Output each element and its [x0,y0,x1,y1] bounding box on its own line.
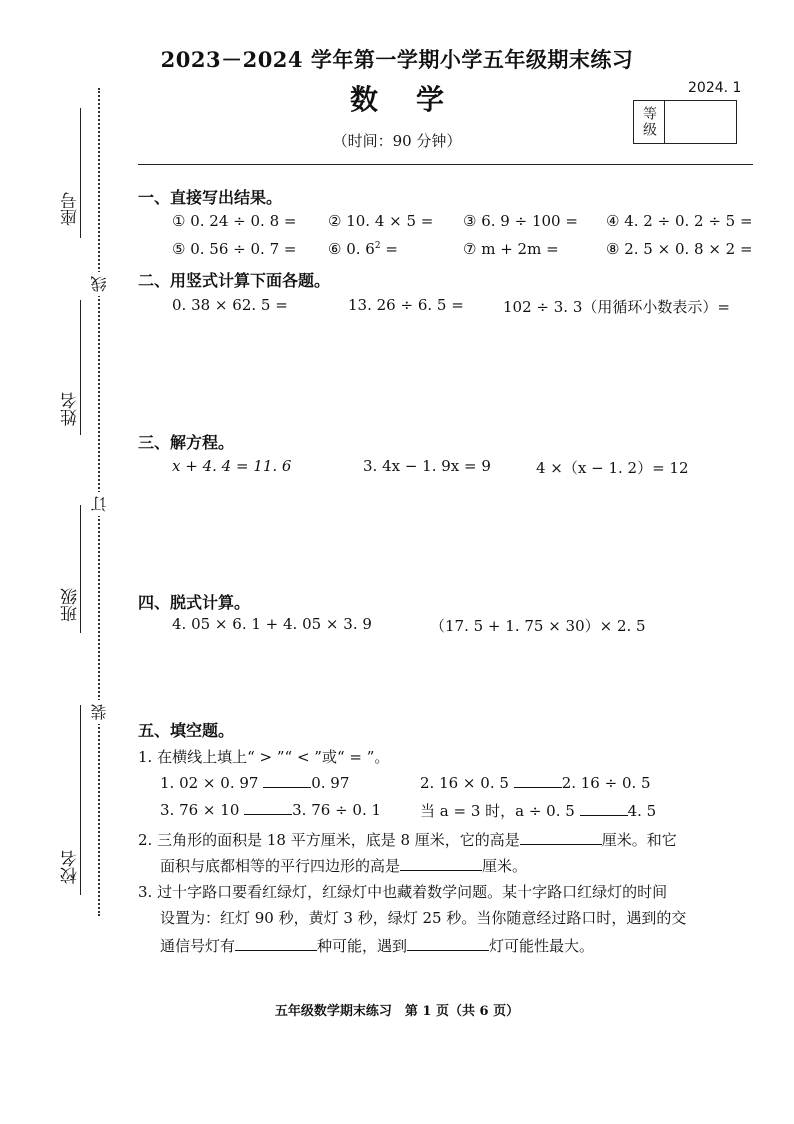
section3-heading: 三、解方程。 [138,433,235,452]
fill-q1-d-blank[interactable] [580,801,628,816]
class-field[interactable] [80,505,81,633]
section1-item-2: ② 10. 4 × 5 = [328,212,434,230]
section3-item-1: x + 4. 4 = 11. 6 [172,457,292,475]
section1-item-6: ⑥ 0. $6^2$ = [328,240,398,258]
grade-box [633,100,737,144]
fill-q1-c-blank[interactable] [244,800,292,815]
section3-item-3: 4 ×（x − 1. 2）= 12 [536,459,689,477]
fill-q2-blank-2[interactable] [400,856,482,871]
school-name-field[interactable] [80,705,81,895]
section2-item-1: 0. 38 × 62. 5 = [172,296,288,314]
section1-item-1: ① 0. 24 ÷ 0. 8 = [172,212,297,230]
class-label: 班级 [61,588,81,622]
section4-item-2: （17. 5 + 1. 75 × 30）× 2. 5 [430,617,646,635]
page-footer: 五年级数学期末练习 第 1 页（共 6 页） [274,1004,520,1019]
fill-q1-stem: 1. 在横线上填上“ > ”“ < ”或“ = ”。 [138,748,390,766]
fill-q3-blank-1[interactable] [235,936,317,951]
seat-number-label: 座号 [61,192,81,226]
fill-q3-line2: 设置为：红灯 90 秒，黄灯 3 秒，绿灯 25 秒。当你随意经过路口时，遇到的交 [160,909,687,927]
exam-title: 2023－2024 学年第一学期小学五年级期末练习 [160,47,634,72]
grade-input[interactable] [666,101,736,143]
fill-q2-line2: 面积与底都相等的平行四边形的高是 厘米。 [160,857,528,875]
time-limit: （时间：90 分钟） [332,132,462,150]
school-name-label: 校名 [61,850,81,884]
section1-item-4: ④ 4. 2 ÷ 0. 2 ÷ 5 = [606,212,753,230]
student-name-field[interactable] [80,300,81,435]
header-divider [138,164,753,165]
fill-q1-b-blank[interactable] [514,773,562,788]
section4-heading: 四、脱式计算。 [138,593,251,612]
section2-item-2: 13. 26 ÷ 6. 5 = [348,296,464,314]
section2-heading: 二、用竖式计算下面各题。 [138,271,331,290]
exam-date: 2024. 1 [688,80,742,96]
fill-q3-line3: 通信号灯有 种可能，遇到 灯可能性最大。 [160,937,595,955]
subject-title: 数学 [349,83,482,116]
section1-item-5: ⑤ 0. 56 ÷ 0. 7 = [172,240,297,258]
fill-q2-blank-1[interactable] [520,830,602,845]
fill-q1-b: 2. 16 × 0. 5 2. 16 ÷ 0. 5 [420,774,651,792]
section1-item-8: ⑧ 2. 5 × 0. 8 × 2 = [606,240,753,258]
section3-item-2: 3. 4x − 1. 9x = 9 [363,457,491,475]
section5-heading: 五、填空题。 [138,721,235,740]
fill-q1-d: 当 a = 3 时，a ÷ 0. 5 4. 5 [420,802,657,820]
fill-q3-blank-2[interactable] [407,936,489,951]
fill-q3-line1: 3. 过十字路口要看红绿灯，红绿灯中也藏着数学问题。某十字路口红绿灯的时间 [138,883,668,901]
fill-q1-c: 3. 76 × 10 3. 76 ÷ 0. 1 [160,801,382,819]
binding-mark-zhuang: 装 [88,700,111,724]
section1-item-7: ⑦ m + 2m = [463,240,559,258]
section1-item-3: ③ 6. 9 ÷ 100 = [463,212,578,230]
section1-heading: 一、直接写出结果。 [138,188,283,207]
section2-item-3: 102 ÷ 3. 3（用循环小数表示）= [503,298,730,316]
binding-mark-xian: 线 [88,272,111,296]
seat-number-field[interactable] [80,108,81,238]
fill-q1-a-blank[interactable] [263,773,311,788]
student-name-label: 姓名 [61,392,81,426]
grade-label: 等级 [634,101,665,143]
binding-mark-ding: 订 [88,492,111,516]
fill-q2-line1: 2. 三角形的面积是 18 平方厘米，底是 8 厘米，它的高是 厘米。和它 [138,831,677,849]
fill-q1-a: 1. 02 × 0. 97 0. 97 [160,774,350,792]
section4-item-1: 4. 05 × 6. 1 + 4. 05 × 3. 9 [172,615,372,633]
